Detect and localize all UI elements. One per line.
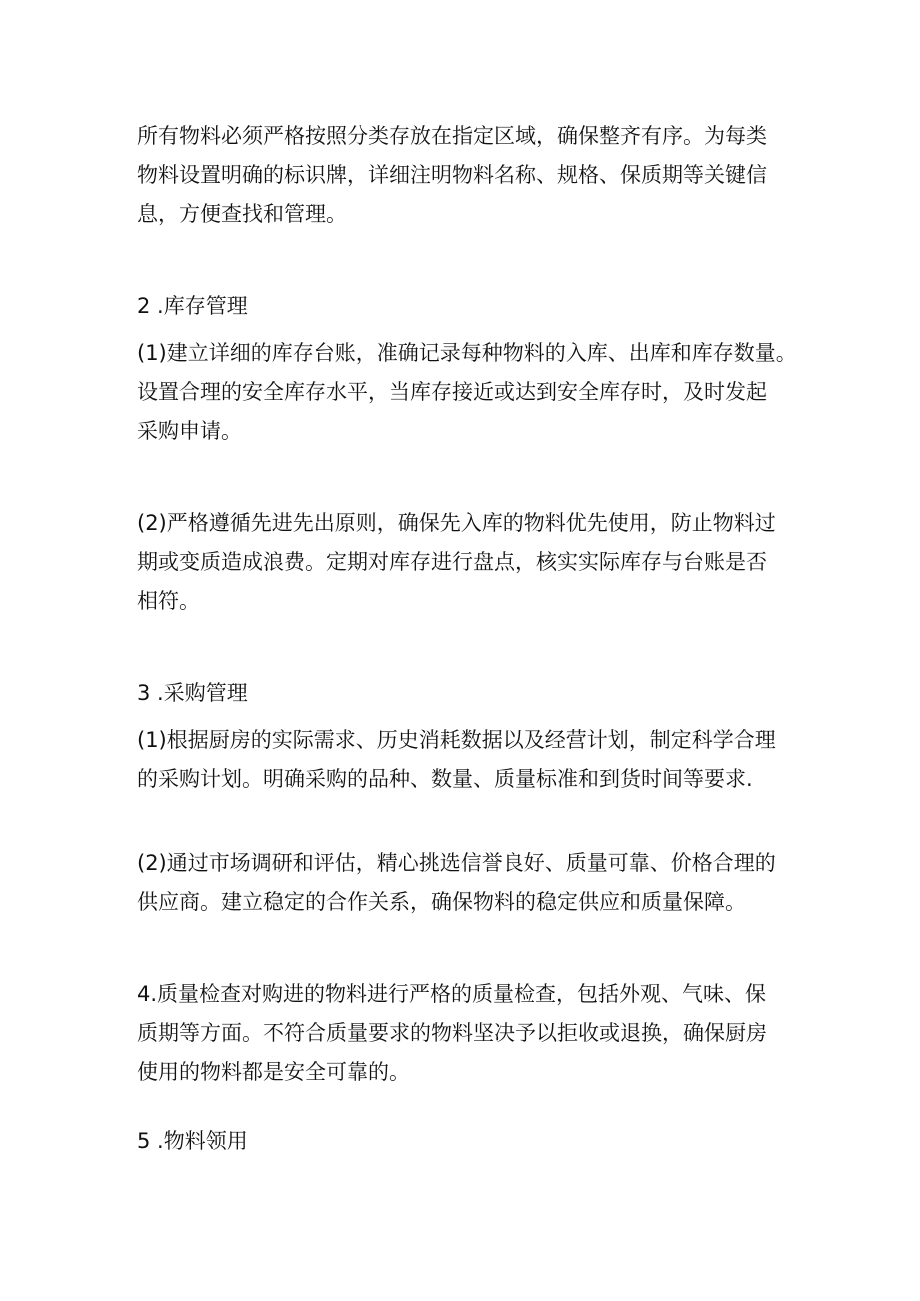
section-5-heading bbox=[137, 1122, 797, 1161]
heading-text: 2 .库存管理 bbox=[137, 294, 248, 318]
section-3-item-1 bbox=[137, 721, 797, 799]
heading-text: 3 .采购管理 bbox=[137, 681, 248, 705]
text-line: 息，方便查找和管理。 bbox=[137, 202, 347, 226]
text-line: 质期等方面。不符合质量要求的物料坚决予以拒收或退换，确保厨房 bbox=[137, 1021, 767, 1045]
text-line: (1)根据厨房的实际需求、历史消耗数据以及经营计划，制定科学合理 bbox=[137, 728, 776, 752]
section-2-item-2 bbox=[137, 504, 797, 621]
text-line: 设置合理的安全库存水平，当库存接近或达到安全库存时，及时发起 bbox=[137, 380, 767, 404]
intro-paragraph bbox=[137, 117, 797, 234]
section-4-paragraph bbox=[137, 975, 797, 1092]
text-line: (2)严格遵循先进先出原则，确保先入库的物料优先使用，防止物料过 bbox=[137, 511, 776, 535]
section-3-item-2 bbox=[137, 844, 797, 922]
section-2-item-1 bbox=[137, 334, 797, 451]
section-2-heading bbox=[137, 287, 797, 326]
text-line: 使用的物料都是安全可靠的。 bbox=[137, 1060, 410, 1084]
text-line: 4.质量检查对购进的物料进行严格的质量检查，包括外观、气味、保 bbox=[137, 982, 767, 1006]
text-line: 所有物料必须严格按照分类存放在指定区域，确保整齐有序。为每类 bbox=[137, 124, 767, 148]
heading-text: 5 .物料领用 bbox=[137, 1129, 248, 1153]
text-line: 物料设置明确的标识牌，详细注明物料名称、规格、保质期等关键信 bbox=[137, 163, 767, 187]
text-line: (1)建立详细的库存台账，准确记录每种物料的入库、出库和库存数量。 bbox=[137, 341, 797, 365]
section-3-heading bbox=[137, 674, 797, 713]
text-line: 的采购计划。明确采购的品种、数量、质量标准和到货时间等要求. bbox=[137, 767, 753, 791]
text-line: 期或变质造成浪费。定期对库存进行盘点，核实实际库存与台账是否 bbox=[137, 550, 767, 574]
text-line: (2)通过市场调研和评估，精心挑选信誉良好、质量可靠、价格合理的 bbox=[137, 851, 776, 875]
text-line: 供应商。建立稳定的合作关系，确保物料的稳定供应和质量保障。 bbox=[137, 890, 746, 914]
text-line: 相符。 bbox=[137, 589, 200, 613]
text-line: 采购申请。 bbox=[137, 419, 242, 443]
